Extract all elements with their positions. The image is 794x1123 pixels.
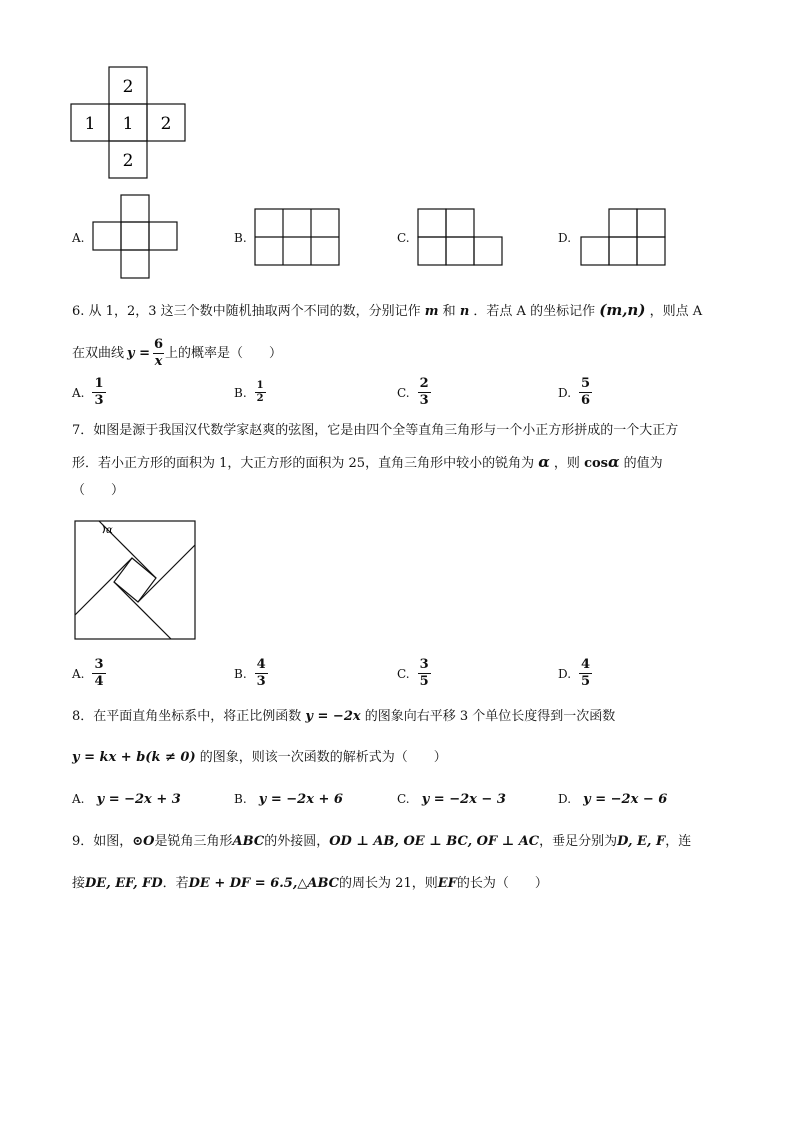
q5-option-d-figure [580, 208, 668, 266]
q8-option-b [234, 790, 343, 809]
q6-option-c-frac [418, 376, 431, 409]
q7-option-a [72, 657, 106, 690]
q7-line2 [72, 453, 663, 473]
q6-option-d-num: 5 [581, 376, 591, 391]
q5-option-b-label: B. [234, 231, 247, 245]
q7-line2-before: 形．若小正方形的面积为 1，大正方形的面积为 25，直角三角形中较小的锐角为 [72, 456, 535, 471]
q7-option-d-frac [579, 657, 592, 690]
cube-net-figure [70, 66, 190, 180]
q8-option-d-label: D. [558, 792, 572, 806]
q6-option-b-frac [255, 380, 266, 405]
net-cell-left: 1 [84, 114, 96, 134]
q8-option-d-expr: y = −2x − 6 [583, 792, 668, 807]
q9-line1-mid2: 的外接圆， [264, 834, 330, 849]
q8-line2-after: 的图象，则该一次函数的解析式为（ ） [199, 750, 447, 765]
q9-line2 [72, 875, 548, 893]
q7-line2-mid: ，则 [553, 456, 580, 471]
net-cell-top: 2 [122, 77, 134, 97]
q5-option-a-figure [92, 194, 180, 280]
q7-line2-after: 的值为 [623, 456, 663, 471]
q7-figure-alpha-label: α [106, 525, 113, 536]
q9-cond: DE + DF = 6.5,△ABC [188, 876, 340, 891]
q9-line1-mid: 是锐角三角形 [154, 834, 233, 849]
q8-option-b-expr: y = −2x + 6 [258, 792, 343, 807]
q7-line3: （ ） [72, 483, 125, 498]
q6-frac-num: 6 [154, 337, 164, 352]
q9-circle: ⊙O [132, 834, 155, 849]
q6-option-b-num: 1 [256, 380, 264, 391]
q5-option-d-label: D. [558, 231, 572, 245]
q9-line2-mid2: 的周长为 21，则 [339, 876, 438, 891]
q6-option-a-label: A. [72, 385, 85, 400]
q5-option-a-label: A. [72, 231, 85, 245]
q6-frac-den: x [154, 354, 163, 369]
net-cell-center: 1 [122, 114, 134, 134]
q6-option-d-frac [579, 376, 592, 409]
q7-line1: 7．如图是源于我国汉代数学家赵爽的弦图，它是由四个全等直角三角形与一个小正方形拼成的一个大正方 [72, 423, 679, 438]
q7-option-c-num: 3 [419, 657, 429, 672]
q7-cos: cos [584, 456, 608, 471]
q6-and: 和 [442, 304, 456, 319]
q7-option-b-frac [255, 657, 268, 690]
q6-var-m: m [424, 304, 439, 319]
q6-option-d [558, 376, 592, 409]
q6-option-c-label: C. [397, 385, 410, 400]
q6-option-a [72, 376, 106, 409]
q8-func: y = −2x [305, 709, 361, 724]
q7-option-d-num: 4 [581, 657, 591, 672]
q6-eq-lhs: y = [127, 345, 150, 361]
q8-line1 [72, 708, 615, 726]
q6-line2-after: 上的概率是（ ） [165, 345, 283, 361]
q9-line2-before: 接 [72, 876, 86, 891]
q6-hyperbola-fraction [152, 337, 165, 370]
q7-option-b [234, 657, 268, 690]
q9-def: D, E, F [617, 834, 666, 849]
q9-line2-mid: ．若 [162, 876, 189, 891]
q7-option-c [397, 657, 431, 690]
q7-option-d-den: 5 [581, 674, 591, 689]
q9-line1-after: ，连 [665, 834, 692, 849]
q9-perp: OD ⊥ AB, OE ⊥ BC, OF ⊥ AC [329, 834, 540, 849]
q6-text-before: 6. 从 1，2，3 这三个数中随机抽取两个不同的数，分别记作 [72, 304, 421, 319]
q7-option-c-frac [418, 657, 431, 690]
q5-option-c-label: C. [397, 231, 410, 245]
q8-option-a-label: A. [72, 792, 85, 806]
q9-ef: EF [437, 876, 457, 891]
q7-option-d-label: D. [558, 666, 572, 681]
q9-line1 [72, 833, 691, 851]
q8-option-a-expr: y = −2x + 3 [96, 792, 181, 807]
q8-option-b-label: B. [234, 792, 247, 806]
q8-line1-before: 8．在平面直角坐标系中，将正比例函数 [72, 709, 302, 724]
q7-option-b-label: B. [234, 666, 247, 681]
q7-option-c-den: 5 [419, 674, 429, 689]
q9-line1-mid3: ，垂足分别为 [539, 834, 618, 849]
q8-line2 [72, 749, 447, 767]
q7-zhao-shuang-string-diagram [72, 519, 198, 641]
net-cell-bottom: 2 [122, 151, 134, 171]
q7-option-b-den: 3 [256, 674, 266, 689]
q6-option-b-label: B. [234, 385, 247, 400]
q6-var-n: n [459, 304, 470, 319]
q6-option-c [397, 376, 431, 409]
q6-line2-before: 在双曲线 [72, 345, 125, 361]
q7-option-a-label: A. [72, 666, 85, 681]
q6-option-d-label: D. [558, 385, 572, 400]
q6-option-c-num: 2 [419, 376, 429, 391]
q9-line1-before: 9．如图， [72, 834, 133, 849]
q6-option-a-den: 3 [94, 393, 104, 408]
q6-line2 [72, 337, 282, 370]
q6-coord: (m,n) [599, 301, 646, 319]
q6-text-mid: ．若点 A 的坐标记作 [473, 304, 596, 319]
q8-option-c-expr: y = −2x − 3 [421, 792, 506, 807]
q6-option-d-den: 6 [581, 393, 591, 408]
q6-option-c-den: 3 [419, 393, 429, 408]
q6-option-a-num: 1 [94, 376, 104, 391]
q5-option-c-figure [417, 208, 505, 266]
q6-option-b [234, 380, 266, 405]
q9-segs: DE, EF, FD [85, 876, 163, 891]
q8-line2-math: y = kx + b(k ≠ 0) [72, 750, 196, 765]
q6-option-b-den: 2 [256, 393, 264, 404]
q6-line1 [72, 301, 702, 321]
q7-option-a-frac [92, 657, 105, 690]
q6-option-a-frac [92, 376, 105, 409]
q9-abc: ABC [232, 834, 265, 849]
q8-option-a [72, 790, 181, 809]
q7-alpha: α [538, 453, 550, 471]
q7-option-b-num: 4 [256, 657, 266, 672]
q8-option-d [558, 790, 667, 809]
q7-option-a-num: 3 [94, 657, 104, 672]
q9-line2-after: 的长为（ ） [456, 876, 548, 891]
q8-line1-after: 的图象向右平移 3 个单位长度得到一次函数 [364, 709, 616, 724]
q6-text-end: ，则点 A [649, 304, 703, 319]
q7-option-c-label: C. [397, 666, 410, 681]
q5-option-b-figure [254, 208, 340, 266]
net-cell-right: 2 [160, 114, 172, 134]
q8-option-c [397, 790, 506, 809]
q7-cos-alpha: α [607, 453, 620, 471]
q7-option-a-den: 4 [94, 674, 104, 689]
q7-option-d [558, 657, 592, 690]
q8-option-c-label: C. [397, 792, 410, 806]
